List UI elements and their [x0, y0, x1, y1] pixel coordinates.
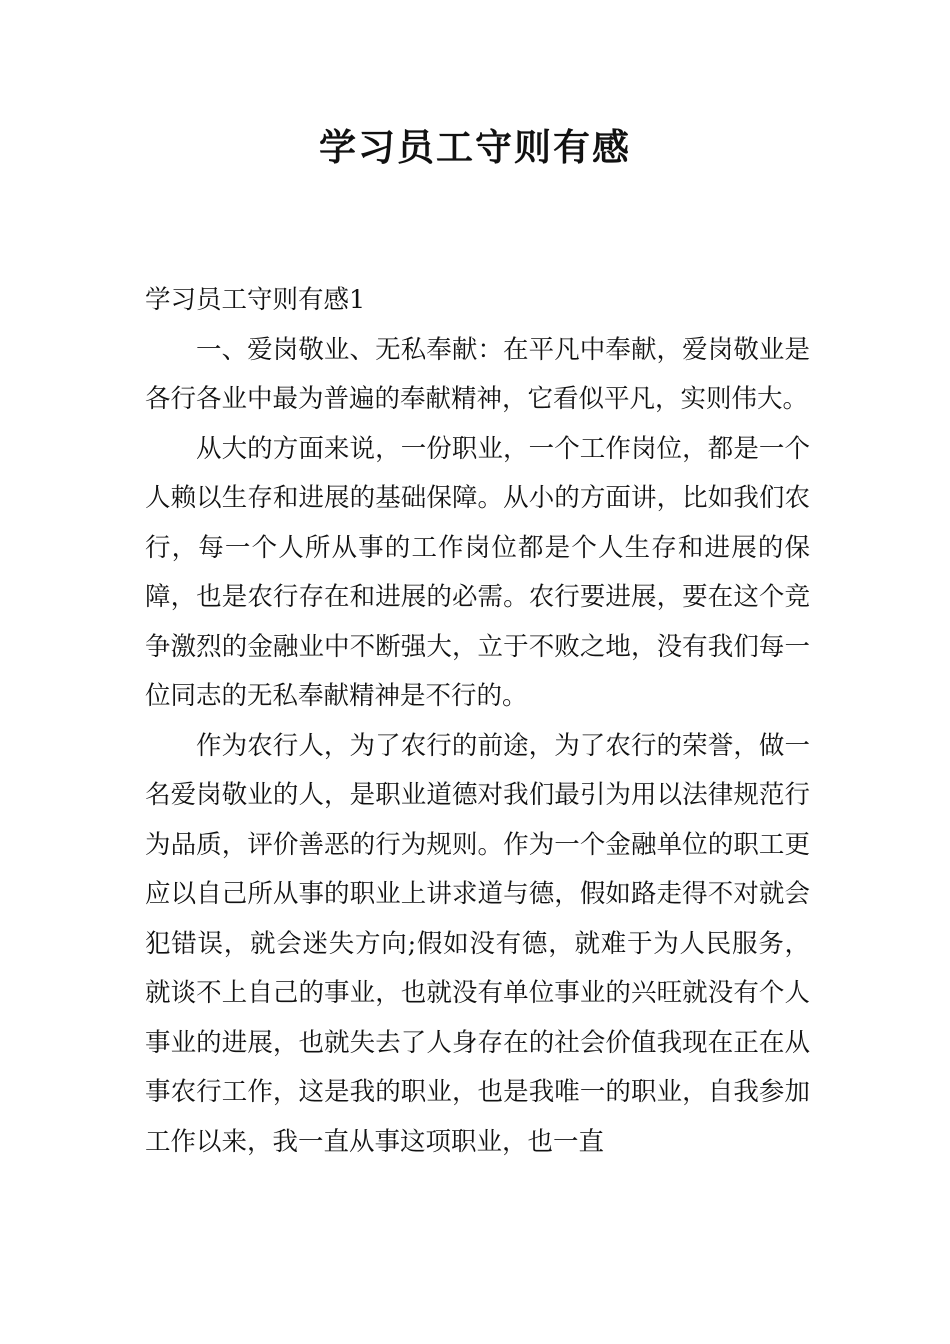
paragraph-3: 作为农行人，为了农行的前途，为了农行的荣誉，做一名爱岗敬业的人，是职业道德对我们最引为用以法律规范行为品质，评价善恶的行为规则。作为一个金融单位的职工更应以自己所从事的职业上讲求道与德，假如路走得不对就会犯错误，就会迷失方向;假如没有德，就难于为人民服务，就谈不上自己的事业，也就没有单位事业的兴旺就没有个人事业的进展，也就失去了人身存在的社会价值我现在正在从事农行工作，这是我的职业，也是我唯一的职业，自我参加工作以来，我一直从事这项职业，也一直: [145, 730, 810, 1157]
document-title: 学习员工守则有感: [319, 126, 631, 169]
paragraph-1: 一、爱岗敬业、无私奉献：在平凡中奉献，爱岗敬业是各行各业中最为普遍的奉献精神，它看似平凡，实则伟大。: [145, 334, 810, 414]
paragraph-2: 从大的方面来说，一份职业，一个工作岗位，都是一个人赖以生存和进展的基础保障。从小的方面讲，比如我们农行，每一个人所从事的工作岗位都是个人生存和进展的保障，也是农行存在和进展的必需。农行要进展，要在这个竞争激烈的金融业中不断强大，立于不败之地，没有我们每一位同志的无私奉献精神是不行的。: [145, 433, 810, 711]
document-body: [145, 276, 810, 1167]
section-heading: 学习员工守则有感1: [145, 285, 366, 315]
